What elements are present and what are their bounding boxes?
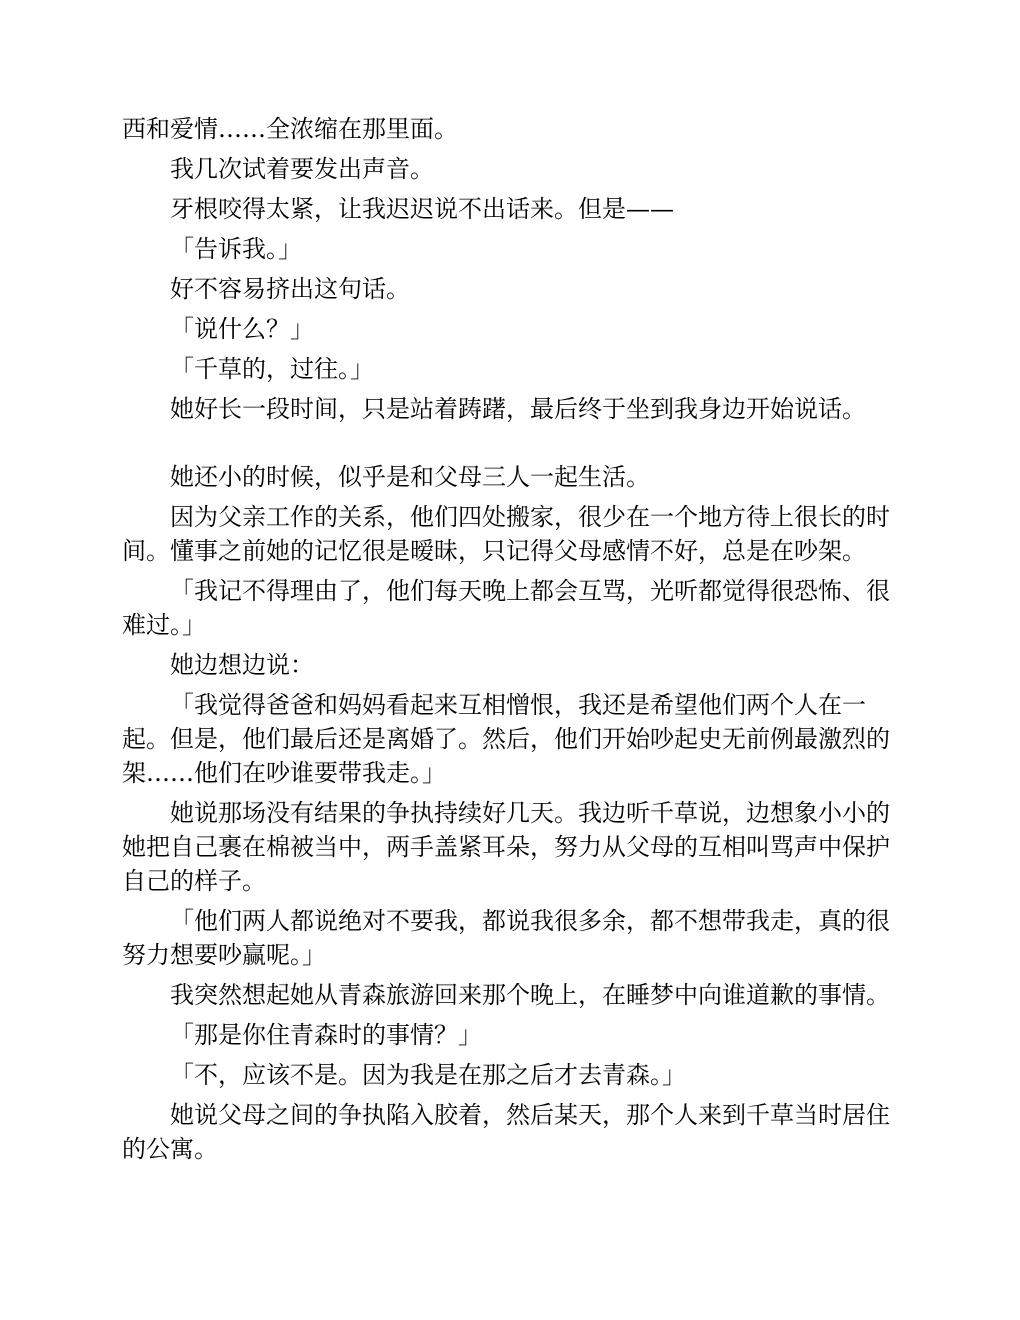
dialogue-paragraph: 「那是你住青森时的事情？」 bbox=[170, 1021, 482, 1049]
paragraph: 她说父母之间的争执陷入胶着，然后某天，那个人来到千草当时居住的公寓。 bbox=[122, 1101, 890, 1163]
paragraph: 她说那场没有结果的争执持续好几天。我边听千草说，边想象小小的她把自己裹在棉被当中，两手盖紧耳朵，努力从父母的互相叫骂声中保护自己的样子。 bbox=[122, 799, 890, 895]
section-break bbox=[122, 432, 898, 460]
paragraph: 西和爱情……全浓缩在那里面。 bbox=[122, 115, 458, 143]
paragraph: 因为父亲工作的关系，他们四处搬家，很少在一个地方待上很长的时间。懂事之前她的记忆很是暧昧，只记得父母感情不好，总是在吵架。 bbox=[122, 503, 890, 565]
dialogue-paragraph: 「我觉得爸爸和妈妈看起来互相憎恨，我还是希望他们两个人在一起。但是，他们最后还是离婚了。然后，他们开始吵起史无前例最激烈的架……他们在吵谁要带我走。」 bbox=[122, 691, 890, 787]
paragraph: 她好长一段时间，只是站着踌躇，最后终于坐到我身边开始说话。 bbox=[170, 395, 866, 423]
dialogue-paragraph: 「不，应该不是。因为我是在那之后才去青森。」 bbox=[170, 1061, 686, 1089]
paragraph: 我几次试着要发出声音。 bbox=[170, 155, 434, 183]
dialogue-paragraph: 「告诉我。」 bbox=[170, 235, 302, 263]
paragraph: 好不容易挤出这句话。 bbox=[170, 275, 410, 303]
dialogue-paragraph: 「千草的，过往。」 bbox=[170, 355, 374, 383]
dialogue-paragraph: 「说什么？」 bbox=[170, 315, 314, 343]
dialogue-paragraph: 「他们两人都说绝对不要我，都说我很多余，都不想带我走，真的很努力想要吵赢呢。」 bbox=[122, 907, 890, 969]
paragraph: 她边想边说： bbox=[170, 651, 314, 679]
paragraph: 牙根咬得太紧，让我迟迟说不出话来。但是—— bbox=[170, 195, 674, 223]
paragraph: 我突然想起她从青森旅游回来那个晚上，在睡梦中向谁道歉的事情。 bbox=[170, 981, 890, 1009]
dialogue-paragraph: 「我记不得理由了，他们每天晚上都会互骂，光听都觉得很恐怖、很难过。」 bbox=[122, 577, 890, 639]
paragraph: 她还小的时候，似乎是和父母三人一起生活。 bbox=[170, 463, 650, 491]
document-page bbox=[122, 112, 898, 1172]
